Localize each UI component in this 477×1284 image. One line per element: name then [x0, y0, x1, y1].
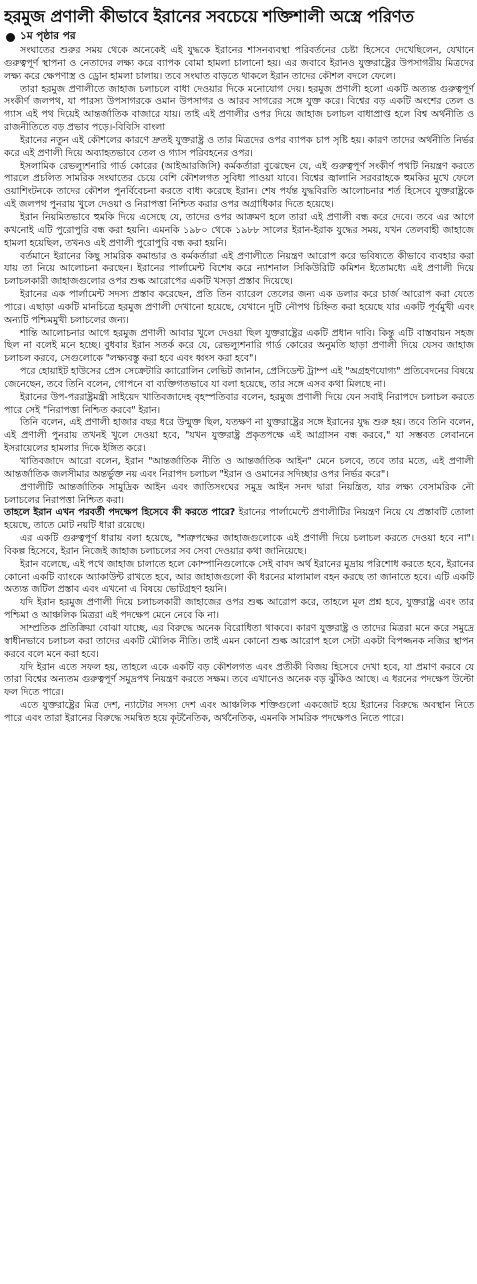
paragraph: এর একটি গুরুত্বপূর্ণ ধারায় বলা হয়েছে, "শত্রুপক্ষের জাহাজগুলোকে এই প্রণালী দিয়ে চলাচল করতে দেওয়া হবে না"। বিকল্প হিসেবে, ইরান নিজেই জাহাজ চলাচলের সব সেবা দেওয়ার কথা জানিয়েছে। — [4, 533, 474, 557]
section-subhead: তাহলে ইরান এখন পরবর্তী পদক্ষেপ হিসেবে কী করতে পারে? — [4, 507, 236, 519]
continuation-line — [6, 30, 474, 44]
paragraph: যদি ইরান হরমুজ প্রণালী দিয়ে চলাচলকারী জাহাজের ওপর শুল্ক আরোপ করে, তাহলে মূল প্রশ্ন হবে, যুক্তরাষ্ট্র এবং তার পশ্চিমা ও আঞ্চলিক মিত্ররা এই পদক্ষেপ মেনে নেবে কি না। — [4, 597, 474, 622]
paragraph: শান্তি আলোচনার আগে হরমুজ প্রণালী আবার খুলে দেওয়া ছিল যুক্তরাষ্ট্রের একটি প্রধান দাবি। কিন্তু এটি বাস্তবায়ন সহজ ছিল না বলেই মনে হচ্ছে। বুধবার ইরান সতর্ক করে যে, রেভল্যুশনারি গার্ড কোরের অনুমতি ছাড়া প্রণালী দিয়ে যেসব জাহাজ চলাচল করবে, সেগুলোকে "লক্ষ্যবস্তু করা হবে এবং ধ্বংস করা হবে"। — [4, 327, 474, 365]
paragraph: ইসলামিক রেভল্যুশনারি গার্ড কোরের (আইআরজিসি) কর্মকর্তারা বুঝেছেন যে, এই গুরুত্বপূর্ণ সংকীর্ণ পথটি নিয়ন্ত্রণ করতে পারলে প্রচলিত সামরিক সংঘাতের চেয়ে বেশি কৌশলগত সুবিধা পাওয়া যাবে। বিশ্বের জ্বালানি সরবরাহকে হুমকির মুখে ফেলে ওয়াশিংটনকে তাদের কৌশল পুনর্বিবেচনা করতে বাধ্য করেছে ইরান। শেষ পর্যন্ত যুদ্ধবিরতি আলোচনার শর্ত হিসেবে যুক্তরাষ্ট্রকে এই জলপথ পুনরায় খুলে দেওয়া ও নিরাপত্তা নিশ্চিত করার ওপর অগ্রাধিকার দিতে হয়েছে। — [4, 160, 474, 211]
paragraph: সাম্প্রতিক প্রতিক্রিয়া বোঝা যাচ্ছে, এর বিরুদ্ধে অনেক বিরোধিতা থাকবে। কারণ যুক্তরাষ্ট্র ও তাদের মিত্ররা মনে করে সমুদ্রে স্বাধীনভাবে চলাচল করা তাদের একটি মৌলিক নীতি। তাই এমন কোনো শুল্ক আরোপ হলে সেটা একটা বিপজ্জনক নজির স্থাপন করবে বলে মনে করা হবে। — [4, 622, 474, 660]
continuation-label: ১ম পৃষ্ঠার পর — [20, 29, 76, 42]
paragraph: ইরানের উপ-পররাষ্ট্রমন্ত্রী সাইয়েদ খাতিবজাদেহ বৃহস্পতিবার বলেন, হরমুজ প্রণালী দিয়ে যেন সবাই নিরাপদে চলাচল করতে পারে সেই "নিরাপত্তা নিশ্চিত করবে" ইরান। — [4, 391, 474, 416]
paragraph: যদি ইরান এতে সফল হয়, তাহলে একে একটি বড় কৌশলগত এবং প্রতীকী বিজয় হিসেবে দেখা হবে, যা প্রমাণ করবে যে তারা বিশ্বের অন্যতম গুরুত্বপূর্ণ সমুদ্রপথ নিয়ন্ত্রণ করতে সক্ষম। তবে এখানেও অনেক বড় ঝুঁকিও আছে। এ ধরনের পদক্ষেপ উল্টো ফল দিতে পারে। — [4, 661, 474, 699]
paragraph: বর্তমানে ইরানের কিছু সামরিক কমান্ডার ও কর্মকর্তারা এই প্রণালীতে নিয়ন্ত্রণ আরোপ করে ভবিষ্যতে কীভাবে ব্যবহার করা যায় তা নিয়ে আলোচনা করছেন। ইরানের পার্লামেন্ট বিশেষ করে ন্যাশনাল সিকিউরিটি কমিশন ইতোমধ্যে এই প্রণালী দিয়ে চলাচলকারী জাহাজগুলোর ওপর শুল্ক আরোপের একটি খসড়া প্রস্তাব দিয়েছে। — [4, 250, 474, 288]
paragraph: খাতিবজাদে আরো বলেন, ইরান "আন্তর্জাতিক নীতি ও আন্তর্জাতিক আইন" মেনে চলবে, তবে তার মতে, এই প্রণালী আন্তর্জাতিক জলসীমার অন্তর্ভুক্ত নয় এবং নিরাপদ চলাচল "ইরান ও ওমানের সদিচ্ছার ওপর নির্ভর করে"। — [4, 456, 474, 480]
paragraph: ইরানের এক পার্লামেন্ট সদস্য প্রস্তাব করেছেন, প্রতি তিন ব্যারেল তেলের জন্য এক ডলার করে চার্জ আরোপ করা যেতে পারে। এছাড়া একটি মানচিত্রে হরমুজ প্রণালী দেখানো হয়েছে, যেখানে দুটি নৌপথ চিহ্নিত করা হয়েছে যার একটি পূর্বমুখী এবং অন্যটি পশ্চিমমুখী চলাচলের জন্য। — [4, 289, 474, 326]
subhead-paragraph — [4, 507, 474, 533]
subhead-tail: ইরানের পার্লামেন্টে প্রণালীটির নিয়ন্ত্রণ নিয়ে যে প্রস্তাবটি তোলা হয়েছে, তাতে মোট নয়টি ধারা রয়েছে। — [4, 507, 474, 532]
paragraph: ইরানের নতুন এই কৌশলের কারণে দ্রুতই যুক্তরাষ্ট্র ও তার মিত্রদের ওপর ব্যাপক চাপ সৃষ্টি হয়। কারণ তাদের অর্থনীতি নির্ভর করে এই প্রণালী দিয়ে অব্যাহতভাবে তেল ও গ্যাস পরিবহনের ওপর। — [4, 134, 474, 159]
paragraph: এতে যুক্তরাষ্ট্রের মিত্র দেশ, ন্যাটোর সদস্য দেশ এবং আঞ্চলিক শক্তিগুলো একজোট হয়ে ইরানের বিরুদ্ধে অবস্থান নিতে পারে এবং তারা ইরানের বিরুদ্ধে সমন্বিত হয়ে কূটনৈতিক, অর্থনৈতিক, এমনকি সামরিক পদক্ষেপও নিতে পারে। — [4, 700, 474, 724]
paragraph: সংঘাতের শুরুর সময় থেকে অনেকেই এই যুদ্ধকে ইরানের শাসনব্যবস্থা পরিবর্তনের চেষ্টা হিসেবে দেখেছিলেন, যেখানে গুরুত্বপূর্ণ স্থাপনা ও নেতাদের লক্ষ্য করে ব্যাপক বোমা হামলা চালানো হয়। এর জবাবে ইরানও যুক্তরাষ্ট্রের উপসাগরীয় মিত্রদের লক্ষ্য করে ক্ষেপণাস্ত্র ও ড্রোন হামলা চালায়। তবে সংঘাত বাড়তে থাকলে ইরান তাদের কৌশল বদলে ফেলে। — [4, 45, 474, 82]
bullet-icon — [6, 33, 15, 42]
paragraph: তিনি বলেন, এই প্রণালী হাজার বছর ধরে উন্মুক্ত ছিল, যতক্ষণ না যুক্তরাষ্ট্রের সঙ্গে ইরানের যুদ্ধ শুরু হয়। তবে তিনি বলেন, এই প্রণালী পুনরায় তখনই খুলে দেওয়া হবে, "যখন যুক্তরাষ্ট্র প্রকৃতপক্ষে এই আগ্রাসন বন্ধ করবে," যা সম্ভবত লেবাননে ইসরায়েলের হামলার দিকে ইঙ্গিত করে। — [4, 417, 474, 455]
paragraph: ইরান বলেছে, এই পথে জাহাজ চালাতে হলে কোম্পানিগুলোকে সেই বাবদ অর্থ ইরানের মুদ্রায় পরিশোধ করতে হবে, ইরানের কোনো একটি ব্যাংকে অ্যাকাউন্ট রাখতে হবে, আর জাহাজগুলো কী ধরনের মালামাল বহন করছে তা জানাতে হবে। এটি একটি অত্যন্ত জটিল প্রস্তাব এবং এখনো এ বিষয়ে ভোটগ্রহণ হয়নি। — [4, 558, 474, 596]
paragraph: পরে হোয়াইট হাউসের প্রেস সেক্রেটারি ক্যারোলিন লেভিট জানান, প্রেসিডেন্ট ট্রাম্প এই "অগ্রহণযোগ্য" প্রতিবেদনের বিষয়ে জেনেছেন, তবে তিনি বলেন, গোপনে বা ব্যক্তিগতভাবে যা বলা হয়েছে, তার সঙ্গে এসব কথা মিলছে না। — [4, 366, 474, 390]
paragraph: ইরান নিয়মিতভাবে হুমকি দিয়ে এসেছে যে, তাদের ওপর আক্রমণ হলে তারা এই প্রণালী বন্ধ করে দেবে। তবে এর আগে কখনোই এটি পুরোপুরি বন্ধ করা হয়নি। এমনকি ১৯৮০ থেকে ১৯৮৮ সালের ইরান-ইরাক যুদ্ধের সময়, যখন তেলবাহী জাহাজে হামলা হয়েছিল, তখনও এই প্রণালী পুরোপুরি বন্ধ করা হয়নি। — [4, 211, 474, 249]
article-body — [4, 45, 474, 726]
paragraph: তারা হরমুজ প্রণালীতে জাহাজ চলাচলে বাধা দেওয়ার দিকে মনোযোগ দেয়। হরমুজ প্রণালী হলো একটি অত্যন্ত গুরুত্বপূর্ণ সংকীর্ণ জলপথ, যা পারস্য উপসাগরকে ওমান উপসাগর ও আরব সাগরের সঙ্গে যুক্ত করে। বিশ্বের বড় একটি অংশের তেল ও গ্যাস এই পথ দিয়েই আন্তর্জাতিক বাজারে যায়। তাই এই প্রণালীর ওপর দিয়ে জাহাজ চলাচল বাধাপ্রাপ্ত হলে বিশ্ব অর্থনীতি ও রাজনীতিতে বড় প্রভাব পড়ে।-বিবিসি বাংলা — [4, 83, 474, 134]
paragraph: প্রণালীটি আন্তর্জাতিক সামুদ্রিক আইন এবং জাতিসংঘের সমুদ্র আইন সনদ দ্বারা নিয়ন্ত্রিত, যার লক্ষ্য বেসামরিক নৌ চলাচলের নিরাপত্তা নিশ্চিত করা। — [4, 481, 474, 506]
headline: হরমুজ প্রণালী কীভাবে ইরানের সবচেয়ে শক্তিশালী অস্ত্রে পরিণত — [4, 7, 414, 26]
